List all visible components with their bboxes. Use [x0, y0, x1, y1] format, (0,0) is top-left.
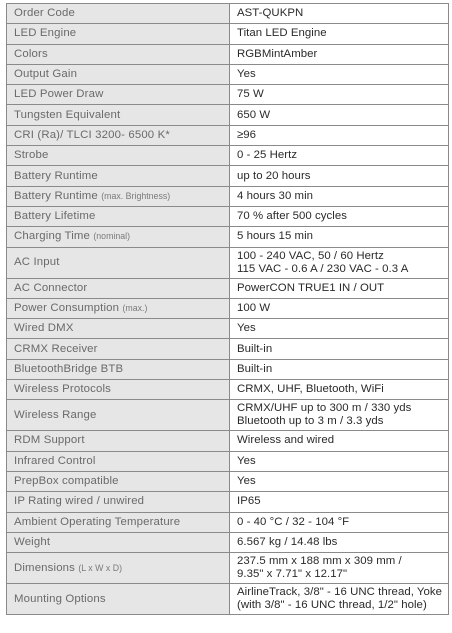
spec-label-cell	[7, 105, 230, 125]
spec-value: 115 VAC - 0.6 A / 230 VAC - 0.3 A	[237, 262, 409, 275]
spec-row	[7, 553, 449, 584]
spec-label: LED Power Draw	[14, 88, 104, 101]
spec-label: Strobe	[14, 149, 49, 162]
spec-row	[7, 400, 449, 431]
spec-label-cell	[7, 206, 230, 226]
spec-value-cell	[230, 278, 449, 298]
spec-value: 6.567 kg / 14.48 lbs	[237, 535, 338, 548]
spec-label-cell	[7, 247, 230, 278]
spec-value-cell	[230, 339, 449, 359]
spec-label-cell	[7, 227, 230, 247]
spec-value-cell	[230, 64, 449, 84]
spec-row	[7, 512, 449, 532]
spec-label-cell	[7, 186, 230, 206]
spec-value: CRMX, UHF, Bluetooth, WiFi	[237, 383, 384, 396]
spec-row	[7, 278, 449, 298]
spec-value-cell	[230, 146, 449, 166]
spec-label-cell	[7, 319, 230, 339]
spec-label: AC Input	[14, 256, 60, 269]
spec-value: 100 - 240 VAC, 50 / 60 Hertz	[237, 249, 384, 262]
spec-value: AirlineTrack, 3/8" - 16 UNC thread, Yoke	[237, 586, 443, 599]
spec-value-cell	[230, 186, 449, 206]
spec-label-cell	[7, 380, 230, 400]
spec-label-cell	[7, 400, 230, 431]
spec-value-cell	[230, 359, 449, 379]
spec-value-cell	[230, 85, 449, 105]
spec-label: Wired DMX	[14, 322, 74, 335]
spec-row	[7, 319, 449, 339]
spec-table-body	[7, 4, 449, 615]
spec-label-cell	[7, 584, 230, 615]
spec-value-cell	[230, 166, 449, 186]
spec-value: 70 % after 500 cycles	[237, 210, 347, 223]
spec-row	[7, 166, 449, 186]
spec-value-cell	[230, 298, 449, 318]
spec-label: Mounting Options	[14, 592, 106, 605]
spec-label-note: (L x W x D)	[78, 562, 122, 573]
spec-label-cell	[7, 125, 230, 145]
spec-label-cell	[7, 298, 230, 318]
spec-value: Built-in	[237, 362, 273, 375]
spec-value: ≥96	[237, 128, 257, 141]
spec-label-cell	[7, 64, 230, 84]
spec-value: AST-QUKPN	[237, 7, 304, 20]
spec-label-cell	[7, 451, 230, 471]
spec-label-cell	[7, 24, 230, 44]
spec-label-cell	[7, 85, 230, 105]
spec-label-cell	[7, 146, 230, 166]
spec-label: Order Code	[14, 7, 76, 20]
spec-label-cell	[7, 4, 230, 24]
spec-row	[7, 206, 449, 226]
spec-value: 4 hours 30 min	[237, 189, 314, 202]
spec-value: 9.35" x 7.71" x 12.17"	[237, 568, 348, 581]
spec-value: 0 - 25 Hertz	[237, 149, 298, 162]
spec-label: Wireless Protocols	[14, 383, 112, 396]
spec-label: LED Engine	[14, 27, 77, 40]
spec-row	[7, 247, 449, 278]
spec-value-cell	[230, 105, 449, 125]
spec-row	[7, 4, 449, 24]
spec-label: Charging Time	[14, 230, 91, 243]
spec-label-cell	[7, 553, 230, 584]
spec-value-cell	[230, 553, 449, 584]
spec-label: Infrared Control	[14, 454, 96, 467]
spec-value: PowerCON TRUE1 IN / OUT	[237, 281, 385, 294]
spec-label: CRMX Receiver	[14, 342, 98, 355]
spec-value-cell	[230, 227, 449, 247]
spec-label: Battery Lifetime	[14, 210, 96, 223]
spec-value: CRMX/UHF up to 300 m / 330 yds	[237, 402, 412, 415]
spec-value-cell	[230, 492, 449, 512]
spec-table	[6, 3, 449, 615]
spec-label-note: (nominal)	[93, 231, 131, 242]
spec-value-cell	[230, 584, 449, 615]
spec-value: Yes	[237, 68, 256, 81]
spec-value-cell	[230, 400, 449, 431]
spec-value: up to 20 hours	[237, 169, 311, 182]
spec-label-cell	[7, 166, 230, 186]
spec-label-note: (max. Brightness)	[101, 190, 171, 201]
spec-label-cell	[7, 44, 230, 64]
spec-label-cell	[7, 532, 230, 552]
spec-label: Dimensions	[14, 561, 76, 574]
spec-label: IP Rating wired / unwired	[14, 495, 145, 508]
spec-value-cell	[230, 451, 449, 471]
spec-value-cell	[230, 4, 449, 24]
spec-value: Bluetooth up to 3 m / 3.3 yds	[237, 415, 384, 428]
spec-value: Yes	[237, 322, 256, 335]
spec-value: (with 3/8" - 16 UNC thread, 1/2" hole)	[237, 599, 427, 612]
spec-value: 650 W	[237, 108, 271, 121]
spec-label: RDM Support	[14, 434, 85, 447]
spec-value-cell	[230, 380, 449, 400]
spec-value-cell	[230, 532, 449, 552]
spec-label: Weight	[14, 535, 51, 548]
spec-value: Built-in	[237, 342, 273, 355]
spec-row	[7, 146, 449, 166]
spec-row	[7, 298, 449, 318]
spec-value: 100 W	[237, 302, 271, 314]
spec-row	[7, 24, 449, 44]
spec-row	[7, 471, 449, 491]
spec-row	[7, 125, 449, 145]
spec-value: Yes	[237, 475, 256, 488]
spec-label: Battery Runtime	[14, 169, 98, 182]
spec-label: Power Consumption	[14, 302, 120, 314]
spec-label: Tungsten Equivalent	[14, 108, 121, 121]
spec-value: 0 - 40 °C / 32 - 104 °F	[237, 515, 350, 528]
spec-value: 75 W	[237, 88, 264, 101]
spec-label: Output Gain	[14, 68, 78, 81]
spec-label-note: (max.)	[122, 303, 148, 313]
spec-row	[7, 492, 449, 512]
spec-label-cell	[7, 339, 230, 359]
spec-value-cell	[230, 24, 449, 44]
spec-row	[7, 584, 449, 615]
spec-label-cell	[7, 359, 230, 379]
spec-value: Wireless and wired	[237, 434, 335, 447]
spec-row	[7, 431, 449, 451]
spec-value-cell	[230, 471, 449, 491]
spec-value-cell	[230, 431, 449, 451]
spec-value: 5 hours 15 min	[237, 230, 314, 243]
spec-label: Battery Runtime	[14, 189, 98, 202]
spec-value: 237.5 mm x 188 mm x 309 mm /	[237, 555, 402, 568]
spec-value-cell	[230, 125, 449, 145]
spec-label: Ambient Operating Temperature	[14, 515, 181, 528]
spec-value: RGBMintAmber	[237, 47, 318, 60]
spec-row	[7, 451, 449, 471]
spec-label: CRI (Ra)/ TLCI 3200- 6500 K*	[14, 128, 170, 141]
spec-row	[7, 64, 449, 84]
spec-row	[7, 105, 449, 125]
spec-label: BluetoothBridge BTB	[14, 362, 124, 375]
spec-row	[7, 44, 449, 64]
spec-row	[7, 380, 449, 400]
spec-value-cell	[230, 247, 449, 278]
spec-label: Wireless Range	[14, 408, 97, 421]
spec-value-cell	[230, 206, 449, 226]
spec-row	[7, 85, 449, 105]
spec-label-cell	[7, 431, 230, 451]
spec-value-cell	[230, 319, 449, 339]
spec-value: Titan LED Engine	[237, 27, 327, 40]
spec-value: Yes	[237, 454, 256, 467]
spec-row	[7, 532, 449, 552]
spec-row	[7, 186, 449, 206]
spec-label-cell	[7, 512, 230, 532]
spec-label: Colors	[14, 47, 48, 60]
spec-label: PrepBox compatible	[14, 475, 119, 488]
spec-value: IP65	[237, 495, 261, 508]
spec-row	[7, 359, 449, 379]
spec-value-cell	[230, 44, 449, 64]
spec-label-cell	[7, 278, 230, 298]
spec-row	[7, 339, 449, 359]
spec-row	[7, 227, 449, 247]
spec-label-cell	[7, 492, 230, 512]
spec-value-cell	[230, 512, 449, 532]
spec-label-cell	[7, 471, 230, 491]
spec-label: AC Connector	[14, 281, 88, 294]
